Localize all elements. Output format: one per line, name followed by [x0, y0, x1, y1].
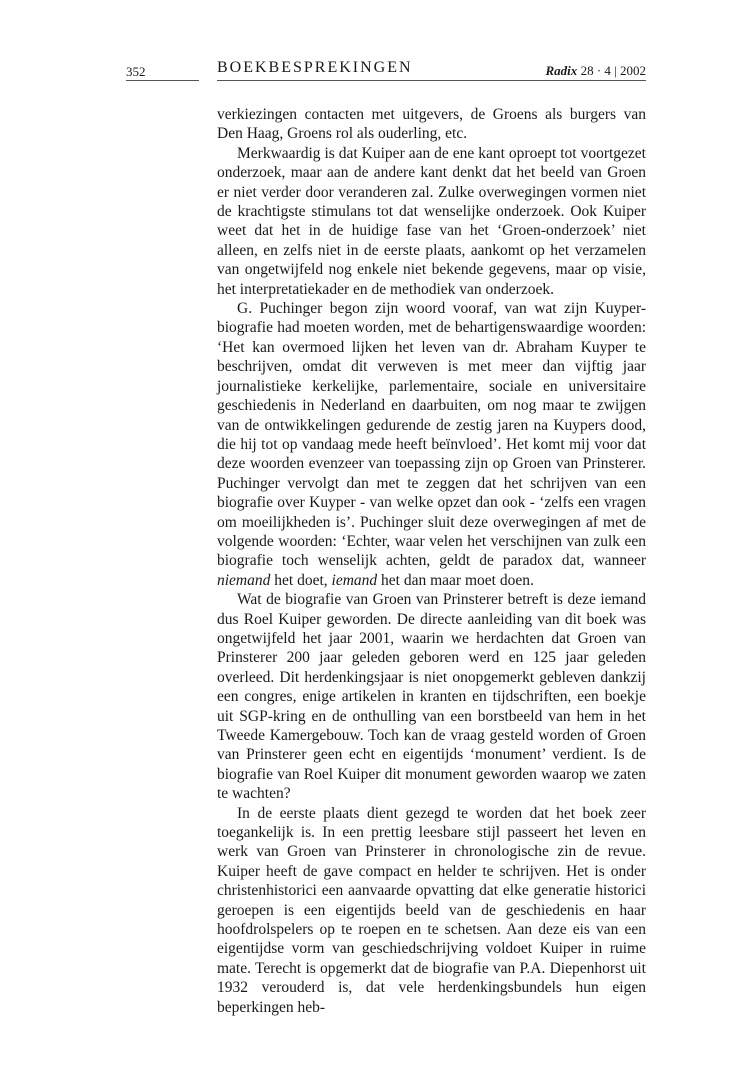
paragraph-text: het doet,	[270, 571, 332, 589]
paragraph: Merkwaardig is dat Kuiper aan de ene kant oproept tot voortgezet onderzoek, maar aan de andere kant denkt dat het beeld van Groen er niet verder door veranderen zal. Zulke overwegingen vormen niet de krachtigste stimulans tot dat wenselijke onderzoek. Ook Kuiper weet dat het in de huidige fase van het ‘Groen-onderzoek’ niet alleen, en zelfs niet in de eerste plaats, aankomt op het verzamelen van ongetwijfeld nog enkele niet bekende gegevens, maar op visie, het interpretatiekader en de methodiek van onderzoek.	[217, 144, 646, 298]
paragraph: In de eerste plaats dient gezegd te worden dat het boek zeer toegankelijk is. In een prettig leesbare stijl passeert het leven en werk van Groen van Prinsterer in chronologische zin de revue. Kuiper heeft de gave compact en helder te schrijven. Het is onder christenhistorici een aanvaarde opvatting dat elke generatie historici geroepen is een eigentijds beeld van de geschiedenis en haar hoofdrolspelers op te roepen en te schetsen. Aan deze eis van een eigentijdse vorm van geschiedschrijving voldoet Kuiper in ruime mate. Terecht is opgemerkt dat de biografie van P.A. Diepenhorst uit 1932 verouderd is, dat vele herdenkingsbundels hun eigen beperkingen heb-	[217, 804, 646, 1016]
paragraph	[217, 299, 646, 590]
paragraph-text: G. Puchinger begon zijn woord vooraf, van wat zijn Kuyper-biografie had moeten worden, met de behartigenswaardige woorden: ‘Het kan overmoed lijken het leven van dr. Abraham Kuyper te beschrijven, omdat dit verweven is met meer dan vijftig jaar journalistieke kerkelijke, parlementaire, sociale en universitaire geschiedenis in Nederland en daarbuiten, om nog maar te zwijgen van de ontwikkelingen gedurende de zestig jaren na Kuypers dood, die hij tot op vandaag mede heeft beïnvloed’. Het komt mij voor dat deze woorden evenzeer van toepassing zijn op Groen van Prinsterer. Puchinger vervolgt dan met te zeggen dat het schrijven van een biografie over Kuyper - van welke opzet dan ook - ‘zelfs een vragen om moeilijkheden is’. Puchinger sluit deze overwegingen af met de volgende woorden: ‘Echter, waar velen het verschijnen van zulk een biografie toch wenselijk achten, geldt de paradox dat, wanneer	[217, 300, 646, 570]
journal-name: Radix	[545, 63, 578, 78]
emphasis-iemand: iemand	[331, 571, 378, 589]
article-body	[217, 105, 646, 1017]
page-number: 352	[126, 64, 146, 79]
journal-issue: 28 · 4 | 2002	[577, 63, 646, 78]
page-number-rule	[126, 80, 199, 81]
paragraph: Wat de biografie van Groen van Prinsterer betreft is deze iemand dus Roel Kuiper geworden. De directe aanleiding van dit boek was ongetwijfeld het jaar 2001, waarin we herdachten dat Groen van Prinsterer 200 jaar geleden geboren werd en 125 jaar geleden overleed. Dit herdenkingsjaar is niet onopgemerkt gebleven dankzij een congres, enige artikelen in kranten en tijdschriften, een boekje uit SGP-kring en de onthulling van een borstbeeld van hem in het Tweede Kamergebouw. Toch kan de vraag gesteld worden of Groen van Prinsterer geen echt en eigentijds ‘monument’ verdient. Is de biografie van Roel Kuiper dit monument geworden waarop we zaten te wachten?	[217, 591, 646, 803]
header-rule	[217, 80, 646, 81]
paragraph: verkiezingen contacten met uitgevers, de Groens als burgers van Den Haag, Groens rol als ouderling, etc.	[217, 106, 646, 143]
journal-info	[546, 63, 646, 79]
section-title: BOEKBESPREKINGEN	[217, 59, 413, 76]
paragraph-text: het dan maar moet doen.	[377, 571, 534, 589]
emphasis-niemand: niemand	[217, 571, 271, 589]
